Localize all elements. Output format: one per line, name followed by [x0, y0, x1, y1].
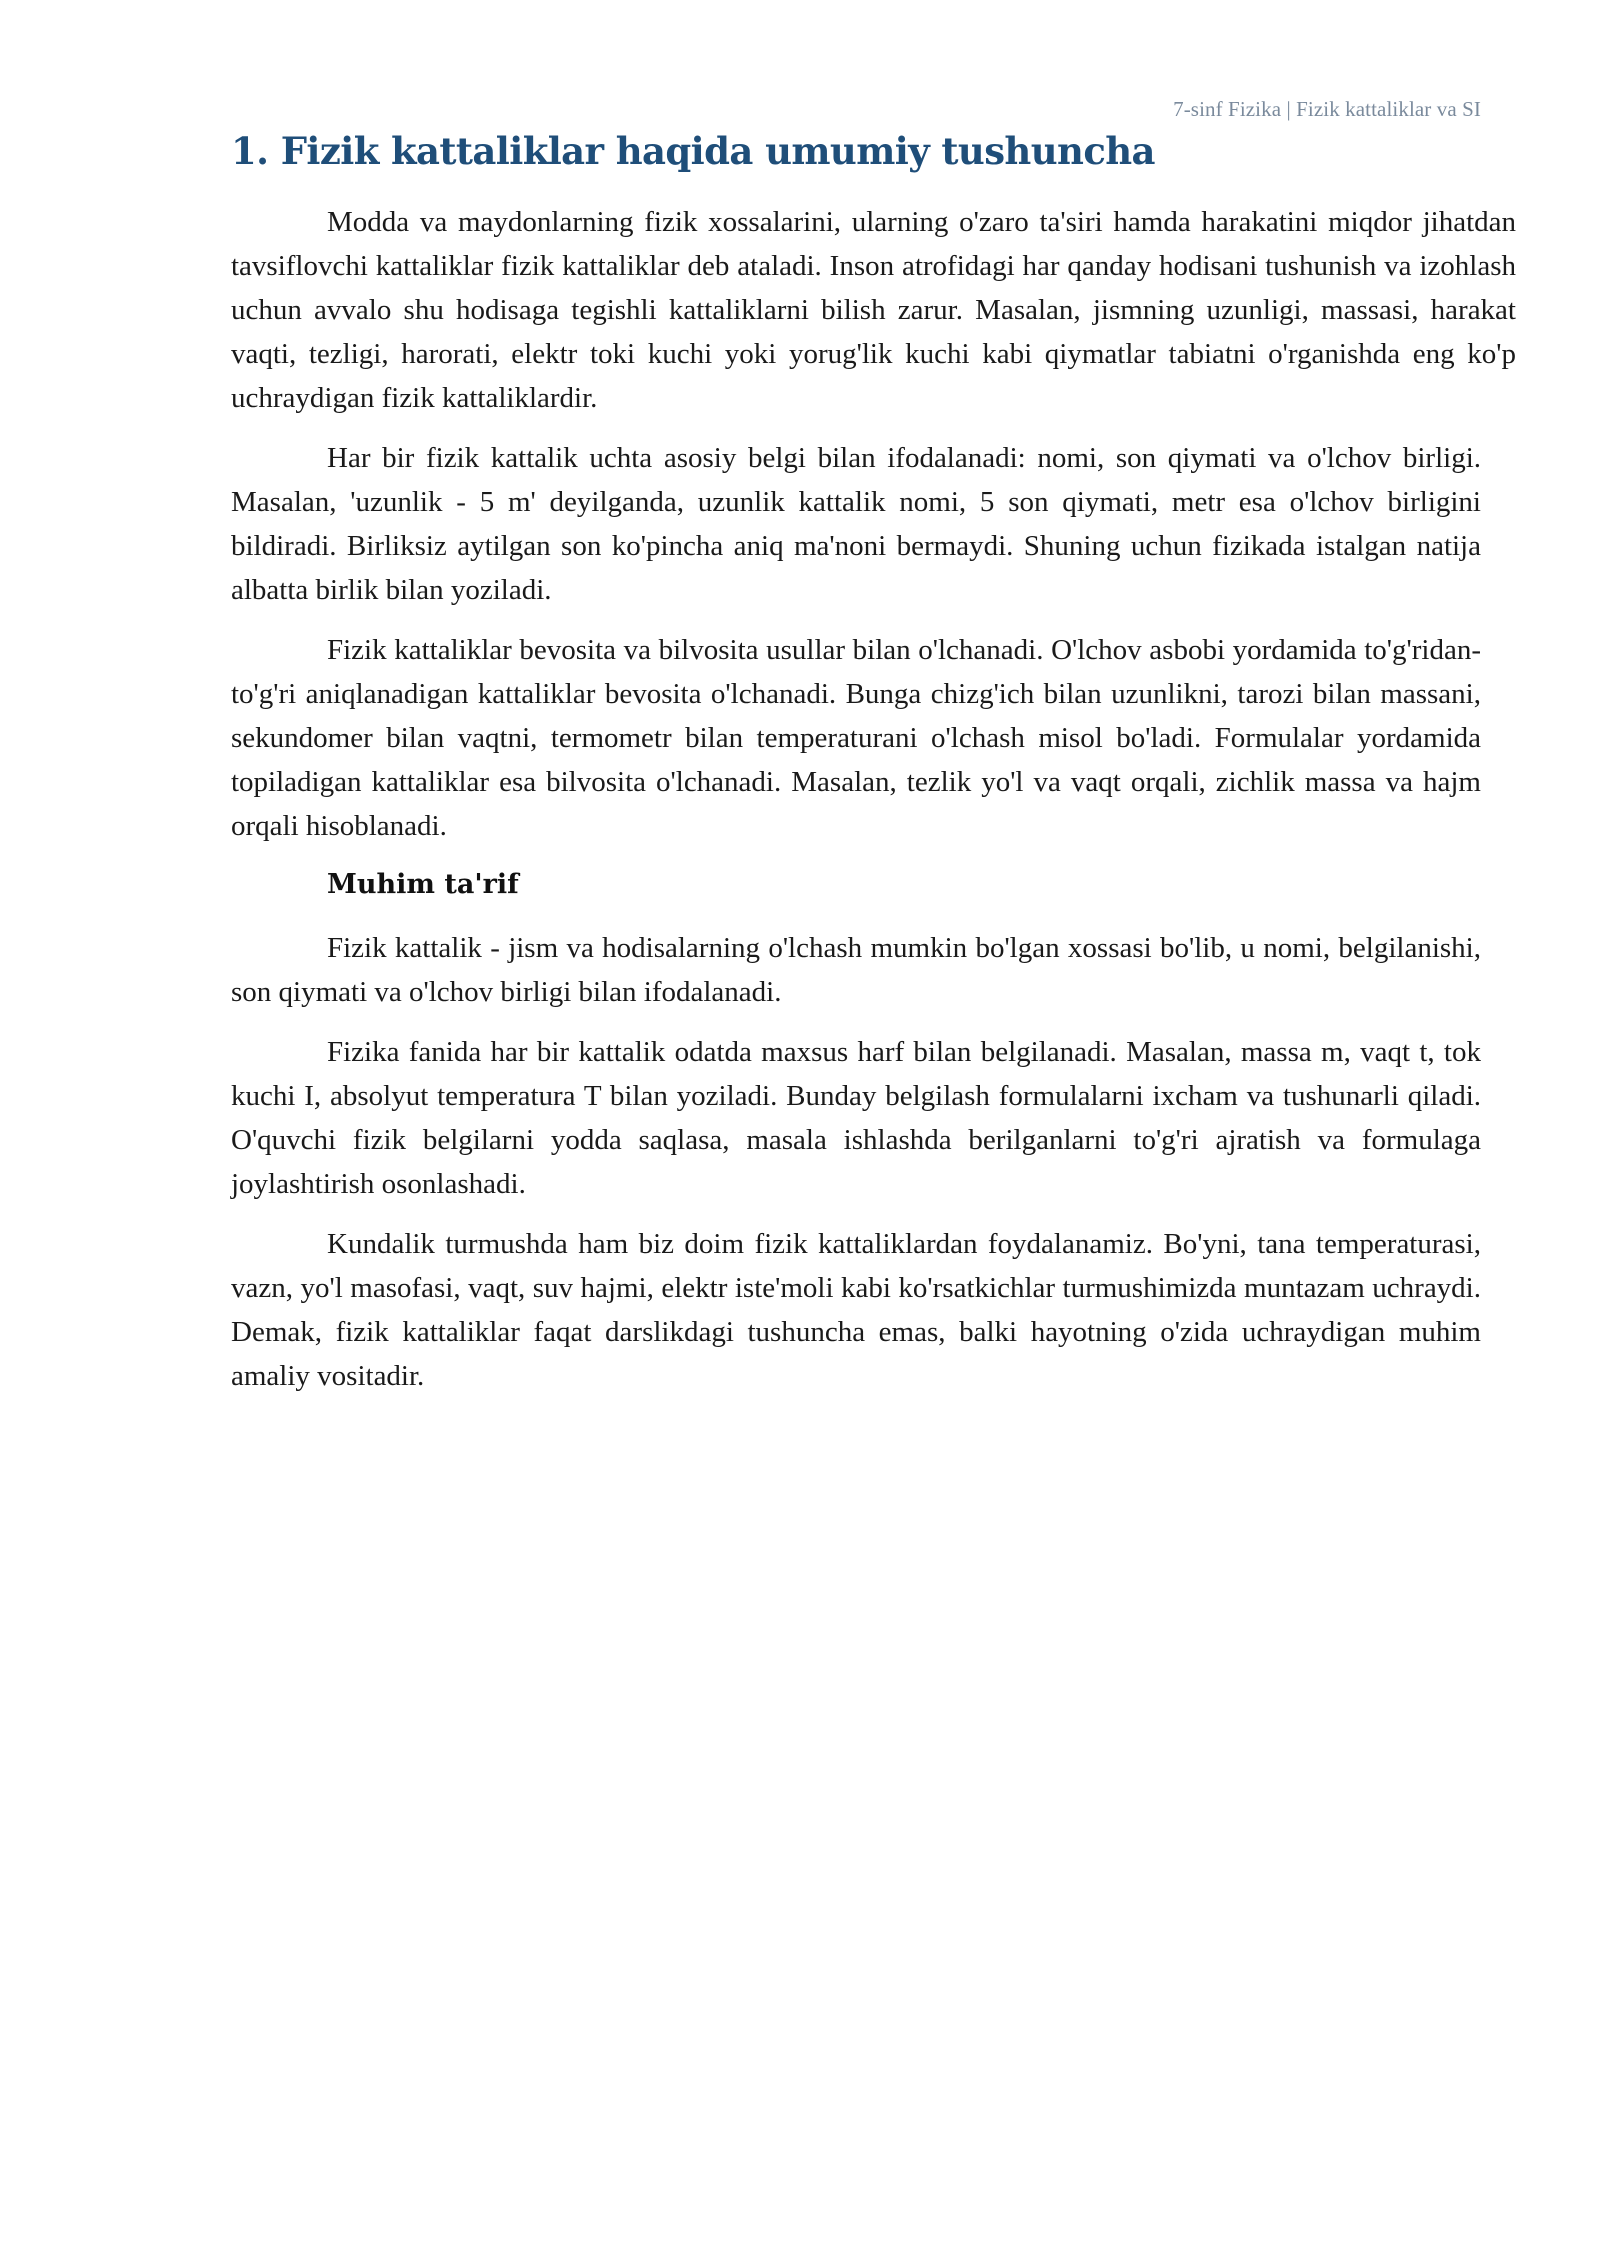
paragraph-attributes: Har bir fizik kattalik uchta asosiy belgi bilan ifodalanadi: nomi, son qiymati va o'lchov birligi. Masalan, 'uzunlik - 5 m' deyilganda, uzunlik kattalik nomi, 5 son qiymati, metr esa o'lchov birligini bildiradi. Birliksiz aytilgan son ko'pincha aniq ma'noni bermaydi. Shuning uchun fizikada istalgan natija albatta birlik bilan yoziladi.: [231, 442, 1481, 606]
paragraph-measurement: Fizik kattaliklar bevosita va bilvosita usullar bilan o'lchanadi. O'lchov asbobi yordamida to'g'ridan-to'g'ri aniqlanadigan kattaliklar bevosita o'lchanadi. Bunga chizg'ich bilan uzunlikni, tarozi bilan massani, sekundomer bilan vaqtni, termometr bilan temperaturani o'lchash misol bo'ladi. Formulalar yordamida topiladigan kattaliklar esa bilvosita o'lchanadi. Masalan, tezlik yo'l va vaqt orqali, zichlik massa va hajm orqali hisoblanadi.: [231, 634, 1481, 842]
definition-heading: Muhim ta'rif: [327, 869, 519, 900]
paragraph-intro: Modda va maydonlarning fizik xossalarini, ularning o'zaro ta'siri hamda harakatini miqdor jihatdan tavsiflovchi kattaliklar fizik kattaliklar deb ataladi. Inson atrofidagi har qanday hodisani tushunish va izohlash uchun avvalo shu hodisaga tegishli kattaliklarni bilish zarur. Masalan, jismning uzunligi, massasi, harakat vaqti, tezligi, harorati, elektr toki kuchi yoki yorug'lik kuchi kabi qiymatlar tabiatni o'rganishda eng ko'p uchraydigan fizik kattaliklardir.: [231, 206, 1516, 414]
running-header: 7-sinf Fizika | Fizik kattaliklar va SI: [1173, 97, 1481, 121]
page-content: [231, 122, 1516, 1414]
paragraph-notation: Fizika fanida har bir kattalik odatda maxsus harf bilan belgilanadi. Masalan, massa m, vaqt t, tok kuchi I, absolyut temperatura T bilan yoziladi. Bunday belgilash formulalarni ixcham va tushunarli qiladi. O'quvchi fizik belgilarni yodda saqlasa, masala ishlashda berilganlarni to'g'ri ajratish va formulaga joylashtirish osonlashadi.: [231, 1036, 1481, 1200]
definition-text: Fizik kattalik - jism va hodisalarning o'lchash mumkin bo'lgan xossasi bo'lib, u nomi, belgilanishi, son qiymati va o'lchov birligi bilan ifodalanadi.: [231, 932, 1481, 1008]
paragraph-everyday: Kundalik turmushda ham biz doim fizik kattaliklardan foydalanamiz. Bo'yni, tana temperaturasi, vazn, yo'l masofasi, vaqt, suv hajmi, elektr iste'moli kabi ko'rsatkichlar turmushimizda muntazam uchraydi. Demak, fizik kattaliklar faqat darslikdagi tushuncha emas, balki hayotning o'zida uchraydigan muhim amaliy vositadir.: [231, 1228, 1481, 1392]
section-title: 1. Fizik kattaliklar haqida umumiy tushuncha: [231, 129, 1155, 173]
